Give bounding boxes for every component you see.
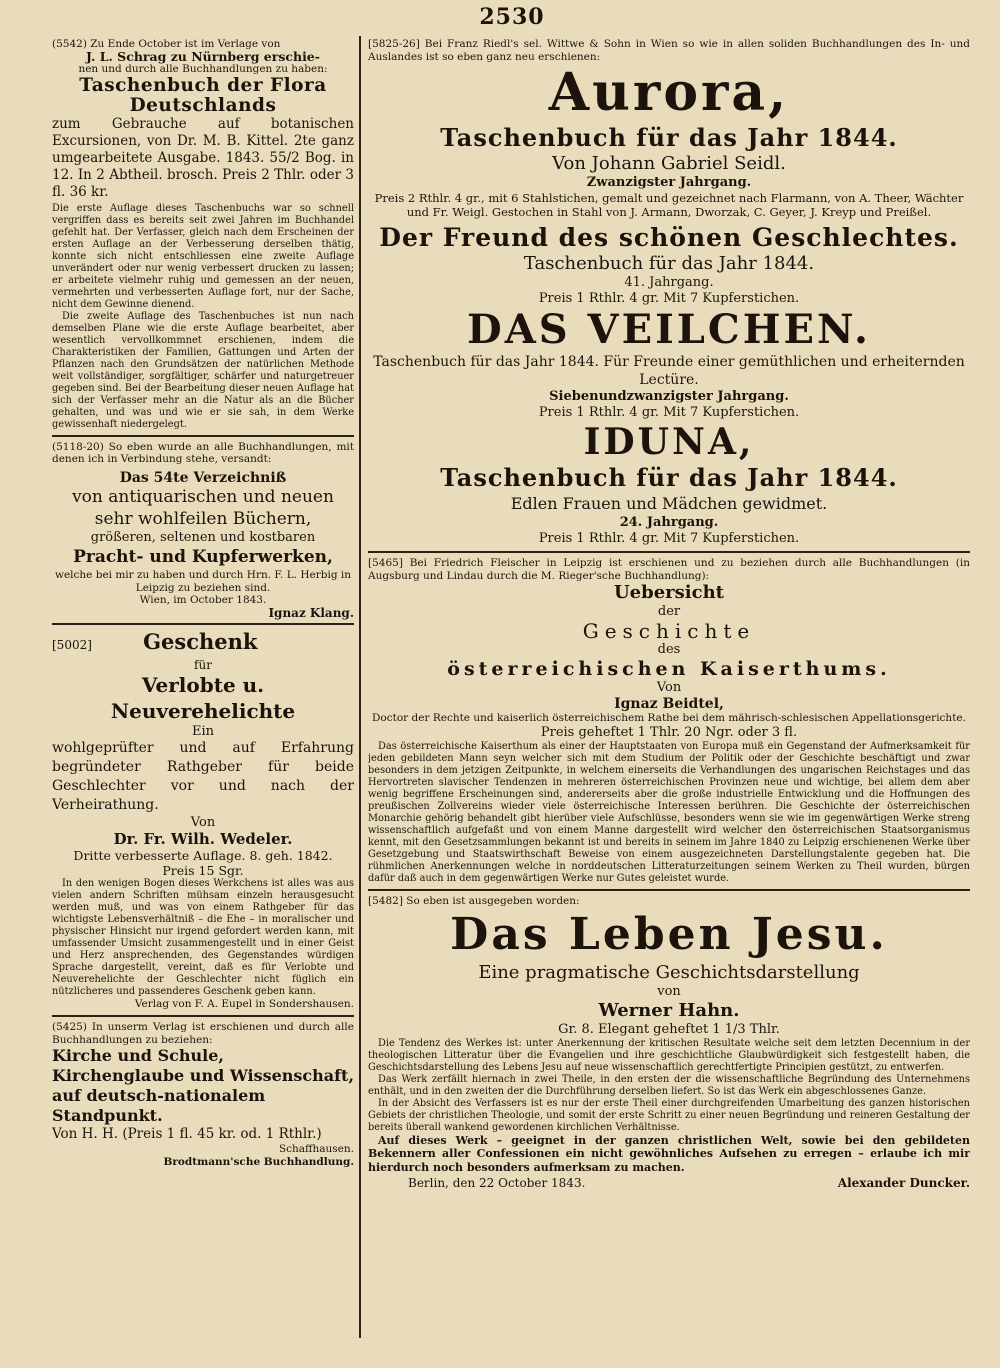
ad-edition: Dritte verbesserte Auflage. 8. geh. 1842. [73,848,333,864]
aurora-title: Aurora, [548,62,790,124]
ad-von: von [657,983,681,999]
ad-line: von antiquarischen und neuen sehr wohlfeilen Büchern, [72,486,334,529]
ad-tag: [5002] [52,638,92,653]
ad-leben-jesu [368,895,970,1190]
ad-author: Werner Hahn. [598,999,740,1021]
aurora-subtitle: Taschenbuch für das Jahr 1844. [440,123,898,153]
veilchen-price: Preis 1 Rthlr. 4 gr. Mit 7 Kupferstichen. [538,405,800,421]
ad-intro: So eben ist ausgegeben worden: [406,894,580,907]
veilchen-year: Siebenundzwanzigster Jahrgang. [549,389,789,405]
ad-ein: Ein [191,724,215,740]
ad-price: Preis geheftet 1 Thlr. 20 Ngr. oder 3 fl. [540,724,798,740]
ad-author: Ignaz Beidtel, [614,696,724,713]
ad-intro: So eben wurde an alle Buchhandlungen, mit denen ich in Verbindung stehe, versandt: [52,440,354,466]
ad-der: der [657,604,681,620]
ad-footer [368,1176,970,1190]
separator [52,623,354,625]
ad-von: Von [190,815,216,831]
ad-line: welche bei mir zu haben und durch Hrn. F. L. Herbig in Leipzig zu beziehen sind. [54,568,352,594]
ad-price: Preis 15 Sgr. [162,863,244,879]
freund-subtitle: Taschenbuch für das Jahr 1844. [523,253,815,275]
ad-role: Doctor der Rechte und kaiserlich österreichischem Rathe bei dem mährisch-schlesischen Appellationsgerichte. [372,712,966,725]
ad-subtitle: Eine pragmatische Geschichtsdarstellung [478,961,860,983]
ad-intro2: nen und durch alle Buchhandlungen zu haben: [78,63,328,76]
ad-tag: (5425) [52,1020,87,1033]
ad-intro: Bei Friedrich Fleischer in Leipzig ist erschienen und zu beziehen durch alle Buchhandlungen (in Augsburg und Lindau durch die M. Rieger'sche Buchhandlung): [368,557,970,582]
separator [52,435,354,437]
ad-fuer: für [194,658,212,673]
ad-price: Gr. 8. Elegant geheftet 1 1/3 Thlr. [558,1021,780,1037]
ad-oesterreich [368,557,970,885]
ad-tag: (5542) [52,38,87,50]
ad-body: Die zweite Auflage des Taschenbuches ist nun nach demselben Plane wie die erste Auflage bearbeitet, aber wesentlich vervollkommnet erschienen, indem die Charakteristiken der Familien, Gattungen und Arten der Pflanzen nach den Grundsätzen der natürlichen Methode weit vollständiger, sorgfältiger, schärfer und naturgetreuer gegeben sind. Bei der Bearbeitung dieser neuen Auflage hat sich der Verfasser mehr an die Natur als an die Bücher gehalten, und was und wie er sie sah, in dem Werke gewissenhaft niedergelegt. [52,310,354,430]
freund-price: Preis 1 Rthlr. 4 gr. Mit 7 Kupferstichen. [538,291,800,307]
ad-body: Das Werk zerfällt hiernach in zwei Theile, in den ersten der die wissenschaftliche Begründung des Unternehmens enthält, und in den zweiten der die Durchführung derselben liefert. So ist das Werk ein abgeschlossenes Ganze. [368,1073,970,1097]
ad-line: Pracht- und Kupferwerken, [73,546,333,567]
iduna-subtitle: Taschenbuch für das Jahr 1844. [440,463,898,493]
veilchen-subtitle: Taschenbuch für das Jahr 1844. Für Freunde einer gemüthlichen und erheiternden Lectüre. [373,354,965,389]
iduna-title: IDUNA, [583,421,755,464]
separator [368,551,970,553]
ad-title: Das Leben Jesu. [450,908,888,960]
veilchen-title: DAS VEILCHEN. [467,306,871,354]
ad-tag: (5118-20) [52,440,104,453]
iduna-price: Preis 1 Rthlr. 4 gr. Mit 7 Kupferstichen. [538,531,800,547]
iduna-dedication: Edlen Frauen und Mädchen gewidmet. [510,494,828,514]
ad-title: Taschenbuch der Flora Deutschlands [79,74,327,116]
ad-place: Schaffhausen. [278,1143,354,1156]
ad-line: größeren, seltenen und kostbaren [90,529,316,545]
column-divider [359,36,361,1338]
ad-body: In der Absicht des Verfassers ist es nur der erste Theil einer durchgreifenden Umarbeitung des ganzen historischen Gebiets der christlichen Theologie, und somit der erste Schritt zu einer neuen Begründung und reineren Gestaltung der bereits überall wankend gewordenen kirchlichen Verhältnisse. [368,1097,970,1133]
ad-signature: Alexander Duncker. [837,1176,970,1191]
ad-verzeichniss [52,441,354,620]
ad-des: des [657,642,681,658]
ad-signature: Brodtmann'sche Buchhandlung. [163,1155,354,1168]
aurora-year: Zwanzigster Jahrgang. [586,175,752,191]
ad-geschenk [52,629,354,1011]
freund-year: 41. Jahrgang. [624,275,714,291]
ad-body: Die Tendenz des Werkes ist: unter Anerkennung der kritischen Resultate welche seit dem letzten Decennium in der theologischen Litteratur über die Evangelien und ihre geschichtliche Glaubwürdigkeit sich festgestellt haben, die Geschichtsdarstellung des Lebens Jesu auf neue wissenschaftlich gerechtfertigte Principien gestützt, zu entwerfen. [368,1037,970,1073]
ad-intro: In unserm Verlag ist erschienen und durch alle Buchhandlungen zu beziehen: [52,1020,354,1046]
ad-tag: [5825-26] [368,38,420,50]
ad-detail: Von H. H. (Preis 1 fl. 45 kr. od. 1 Rthlr.) [52,1126,322,1143]
aurora-author: Von Johann Gabriel Seidl. [552,153,786,175]
page-number: 2530 [479,4,545,30]
ad-place: Wien, im October 1843. [139,594,267,607]
ad-title2: Verlobte u. Neuverehelichte [110,673,296,724]
separator [52,1015,354,1017]
ad-flora [52,38,354,431]
right-column [368,38,970,1338]
ad-tag: [5482] [368,894,403,907]
ad-description: wohlgeprüfter und auf Erfahrung begründeter Rathgeber für beide Geschlechter vor und nach der Verheirathung. [52,740,354,814]
ad-kirche [52,1021,354,1168]
ad-intro: Zu Ende October ist im Verlage von [90,38,281,50]
aurora-price: Preis 2 Rthlr. 4 gr., mit 6 Stahlstichen, gemalt und gezeichnet nach Flarmann, von A. Theer, Wächter und Fr. Weigl. Gestochen in Stahl von J. Armann, Dworzak, C. Geyer, J. Kreyp und Preißel. [374,191,964,220]
ad-body: Auf dieses Werk – geeignet in der ganzen christlichen Welt, sowie bei den gebildeten Bekennern aller Confessionen ein nicht gewöhnliches Aufsehen zu erregen – erlaube ich mir hierdurch noch besonders aufmerksam zu machen. [368,1133,970,1174]
left-column [52,38,354,1338]
ad-von: Von [656,680,682,696]
ad-title: österreichischen Kaiserthums. [447,658,891,681]
ad-body: Die erste Auflage dieses Taschenbuchs war so schnell vergriffen dass es bereits seit zwei Jahren im Buchhandel gefehlt hat. Der Verfasser, gleich nach dem Erscheinen der ersten Auflage an der Verbesserung derselben thätig, konnte sich nicht entschliessen eine zweite Auflage unverändert oder nur wenig verbessert drucken zu lassen; er arbeitete vielmehr ruhig und gemessen an der neuen, vermehrten und verbesserten Auflage fort, nur der Sache, nicht dem Gewinne dienend. [52,202,354,310]
ad-line: Das 54te Verzeichniß [119,469,287,486]
ad-title: Uebersicht [613,582,724,604]
ad-body: Das österreichische Kaiserthum als einer der Hauptstaaten von Europa muß ein Gegenstand der Aufmerksamkeit für jeden gebildeten Mann seyn welcher sich mit dem Studium der Politik oder der Geschichte beschäftigt und zwar besonders in dem jetzigen Zeitpunkte, in welchem einerseits die Verhandlungen des ungarischen Reichstages und das Hervortreten slavischer Tendenzen in mehreren österreichischen Provinzen neue und wichtige, bei allem dem aber wenig begriffene Erscheinungen sind, andererseits aber die große industrielle Entwicklung und die Hoffnungen des preußischen Zollvereins wieder viele österreichische Interessen berühren. Die Geschichte der österreichischen Monarchie gehörig behandelt gibt hierüber viele Aufschlüsse, besonders wenn sie wie im gegenwärtigen Werke streng wissenschaftlich aufgefaßt und von einem Manne dargestellt wird welcher den österreichischen Staatsorganismus kennt, mit den Gesetzsammlungen bekannt ist und bereits in seinem im Jahre 1840 zu Leipzig erschienenen Werke über Gesetzgebung und Staatswirthschaft Beweise von einem ausgezeichneten Darstellungstalente gegeben hat. Die rühmlichen Anerkennungen welche in norddeutschen Litteraturzeitungen seinem Werken zu Theil wurden, bürgen dafür daß auch in dem gegenwärtigen Werke nur Gutes geleistet wurde. [368,740,970,884]
ad-title: Geschichte [582,619,756,644]
ad-signature: Ignaz Klang. [268,605,354,620]
ad-body: In den wenigen Bogen dieses Werkchens ist alles was aus vielen andern Schriften mühsam einzeln herausgesucht werden muß, und was von einem Rathgeber für das wichtigste Lebensverhältniß – die Ehe – in moralischer und physischer Hinsicht nur irgend gefordert werden kann, mit umfassender Umsicht zusammengestellt und in einer Geist und Herz ansprechenden, des Gegenstandes würdigen Sprache dargestellt, vereint, daß es für Verlobte und Neuverehelichte der Geschlechter nicht füglich ein nützlicheres und passenderes Geschenk geben kann. [52,878,354,998]
ad-place: Berlin, den 22 October 1843. [408,1176,586,1191]
ad-intro: Bei Franz Riedl's sel. Wittwe & Sohn in Wien so wie in allen soliden Buchhandlungen des In- und Auslandes ist so eben ganz neu erschienen: [368,38,970,63]
iduna-year: 24. Jahrgang. [619,515,719,531]
ad-publisher: Verlag von F. A. Eupel in Sondershausen. [134,998,354,1011]
separator [368,889,970,891]
ad-author: Dr. Fr. Wilh. Wedeler. [113,830,293,849]
ad-publisher: J. L. Schrag zu Nürnberg erschie- [86,48,320,64]
ad-description: zum Gebrauche auf botanischen Excursionen, von Dr. M. B. Kittel. 2te ganz umgearbeitete Ausgabe. 1843. 55/2 Bog. in 12. In 2 Abtheil. brosch. Preis 2 Thlr. oder 3 fl. 36 kr. [52,115,354,200]
ad-tag: [5465] [368,557,403,570]
ad-title: Geschenk [143,629,258,655]
ad-title: Kirche und Schule, Kirchenglaube und Wissenschaft, auf deutsch-nationalem Standpunkt. [52,1046,354,1126]
ad-taschenbuecher [368,38,970,547]
freund-title: Der Freund des schönen Geschlechtes. [379,223,959,253]
